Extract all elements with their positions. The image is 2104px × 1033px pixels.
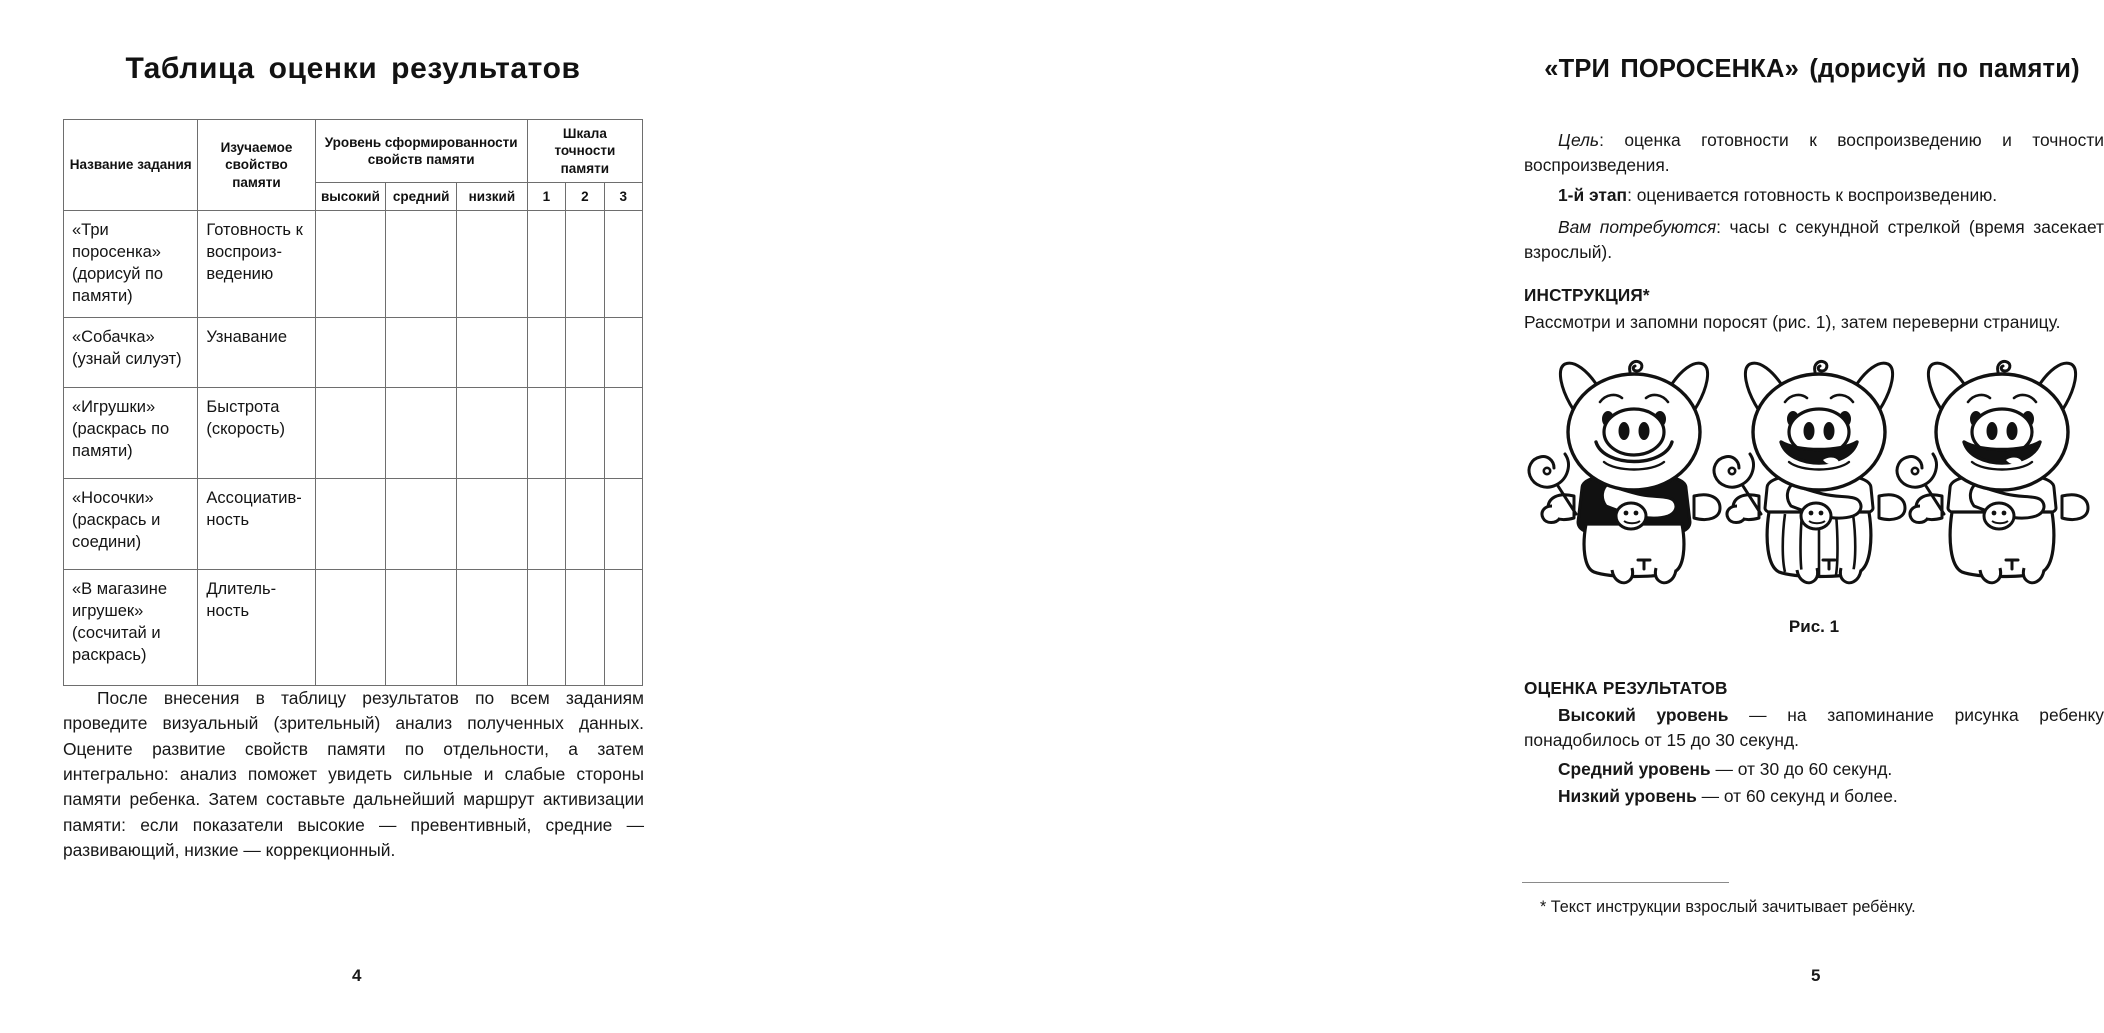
- row-cell-mid[interactable]: [386, 387, 457, 478]
- header-scale-2: 2: [566, 182, 604, 210]
- row-property: Узнавание: [198, 317, 315, 387]
- row-task-name: «В магазине игрушек» (сосчитай и раскрась): [64, 569, 198, 685]
- row-cell-scale-3[interactable]: [604, 387, 642, 478]
- table-row: [64, 478, 643, 569]
- evaluation-low: [1524, 784, 2104, 809]
- evaluation-mid-label: Средний уровень: [1558, 759, 1711, 779]
- page-title-left: Таблица оценки результатов: [125, 52, 581, 85]
- row-task-name: «Носочки» (раскрась и соедини): [64, 478, 198, 569]
- row-task-name: «Собачка» (узнай силуэт): [64, 317, 198, 387]
- row-cell-low[interactable]: [457, 317, 528, 387]
- table-row: [64, 387, 643, 478]
- row-cell-mid[interactable]: [386, 317, 457, 387]
- materials-label: Вам потребуются: [1558, 217, 1717, 237]
- table-header-row-1: [64, 120, 643, 183]
- row-cell-low[interactable]: [457, 387, 528, 478]
- pig-3: [1897, 361, 2088, 582]
- row-cell-scale-1[interactable]: [527, 387, 565, 478]
- header-scale-1: 1: [527, 182, 565, 210]
- row-cell-scale-1[interactable]: [527, 569, 565, 685]
- page-title-right: «ТРИ ПОРОСЕНКА» (дорисуй по памяти): [1544, 55, 2080, 83]
- pig-1: [1529, 361, 1720, 582]
- row-property: Быстрота (скорость): [198, 387, 315, 478]
- row-cell-mid[interactable]: [386, 478, 457, 569]
- row-cell-scale-2[interactable]: [566, 211, 604, 318]
- row-property: Длитель-ность: [198, 569, 315, 685]
- evaluation-low-label: Низкий уровень: [1558, 786, 1697, 806]
- row-cell-scale-1[interactable]: [527, 317, 565, 387]
- row-cell-high[interactable]: [315, 211, 386, 318]
- row-cell-scale-2[interactable]: [566, 478, 604, 569]
- evaluation-high-text: — на запоминание рисунка ребенку понадобилось от 15 до 30 секунд.: [1524, 705, 2104, 751]
- header-group-level: Уровень сформированности свойств памяти: [315, 120, 527, 183]
- evaluation-mid: [1524, 757, 2104, 782]
- left-page: [0, 0, 722, 1033]
- materials-paragraph: [1524, 215, 2104, 266]
- row-cell-mid[interactable]: [386, 569, 457, 685]
- left-body-paragraph: После внесения в таблицу результатов по всем заданиям проведите визуальный (зрительный) анализ полученных данных. Оцените развитие свойств памяти по отдельности, а затем интегрально: анализ поможет увидеть сильные и слабые стороны памяти ребенка. Затем составьте дальнейший маршрут активизации памяти: если показатели высокие — превентивный, средние — развивающий, низкие — коррекционный.: [63, 688, 644, 860]
- table-row: [64, 211, 643, 318]
- header-level-high: высокий: [315, 182, 386, 210]
- right-page: [722, 0, 2104, 1033]
- materials-text: : часы с секундной стрелкой (время засекает взрослый).: [1524, 217, 2104, 263]
- header-level-low: низкий: [457, 182, 528, 210]
- stage-text: : оценивается готовность к воспроизведению.: [1627, 185, 1998, 205]
- pig-2: [1714, 361, 1905, 582]
- header-level-mid: средний: [386, 182, 457, 210]
- header-property: Изучаемое свойство памяти: [198, 120, 315, 211]
- footnote-divider: [1522, 882, 1729, 883]
- row-cell-low[interactable]: [457, 478, 528, 569]
- goal-paragraph: [1524, 128, 2104, 179]
- figure-caption: Рис. 1: [1788, 617, 1840, 636]
- page-number-right: 5: [1811, 966, 1821, 985]
- instruction-text: Рассмотри и запомни поросят (рис. 1), затем переверни страницу.: [1524, 312, 2061, 332]
- evaluation-low-text: — от 60 секунд и более.: [1696, 786, 1898, 806]
- evaluation-high-label: Высокий уровень: [1558, 705, 1729, 725]
- goal-label: Цель: [1558, 130, 1600, 150]
- row-cell-scale-3[interactable]: [604, 478, 642, 569]
- header-group-scale: Шкала точности памяти: [527, 120, 642, 183]
- table-row: [64, 569, 643, 685]
- row-cell-scale-3[interactable]: [604, 569, 642, 685]
- results-table: [63, 119, 643, 686]
- row-task-name: «Игрушки» (раскрась по памяти): [64, 387, 198, 478]
- row-cell-low[interactable]: [457, 211, 528, 318]
- row-cell-high[interactable]: [315, 478, 386, 569]
- row-cell-scale-3[interactable]: [604, 211, 642, 318]
- row-task-name: «Три поросенка» (дорисуй по памяти): [64, 211, 198, 318]
- evaluation-high: [1524, 703, 2104, 754]
- row-cell-scale-2[interactable]: [566, 317, 604, 387]
- row-property: Готовность к воспроиз-ведению: [198, 211, 315, 318]
- row-cell-high[interactable]: [315, 317, 386, 387]
- table-row: [64, 317, 643, 387]
- row-cell-mid[interactable]: [386, 211, 457, 318]
- evaluation-heading: ОЦЕНКА РЕЗУЛЬТАТОВ: [1524, 678, 1728, 698]
- row-cell-scale-3[interactable]: [604, 317, 642, 387]
- header-scale-3: 3: [604, 182, 642, 210]
- goal-text: : оценка готовности к воспроизведению и точности воспроизведения.: [1524, 130, 2104, 176]
- stage-label: 1-й этап: [1558, 185, 1628, 205]
- stage-paragraph: [1524, 183, 2104, 208]
- row-cell-scale-1[interactable]: [527, 211, 565, 318]
- row-cell-scale-1[interactable]: [527, 478, 565, 569]
- page-number-left: 4: [352, 966, 362, 985]
- header-task: Название задания: [64, 120, 198, 211]
- row-cell-high[interactable]: [315, 387, 386, 478]
- instruction-heading: ИНСТРУКЦИЯ*: [1524, 285, 1650, 305]
- three-pigs-illustration: [1524, 352, 2104, 592]
- figure-three-pigs: [1524, 352, 2104, 592]
- row-cell-high[interactable]: [315, 569, 386, 685]
- row-property: Ассоциатив-ность: [198, 478, 315, 569]
- footnote-text: * Текст инструкции взрослый зачитывает ребёнку.: [1540, 898, 1916, 916]
- row-cell-low[interactable]: [457, 569, 528, 685]
- row-cell-scale-2[interactable]: [566, 569, 604, 685]
- evaluation-mid-text: — от 30 до 60 секунд.: [1710, 759, 1893, 779]
- row-cell-scale-2[interactable]: [566, 387, 604, 478]
